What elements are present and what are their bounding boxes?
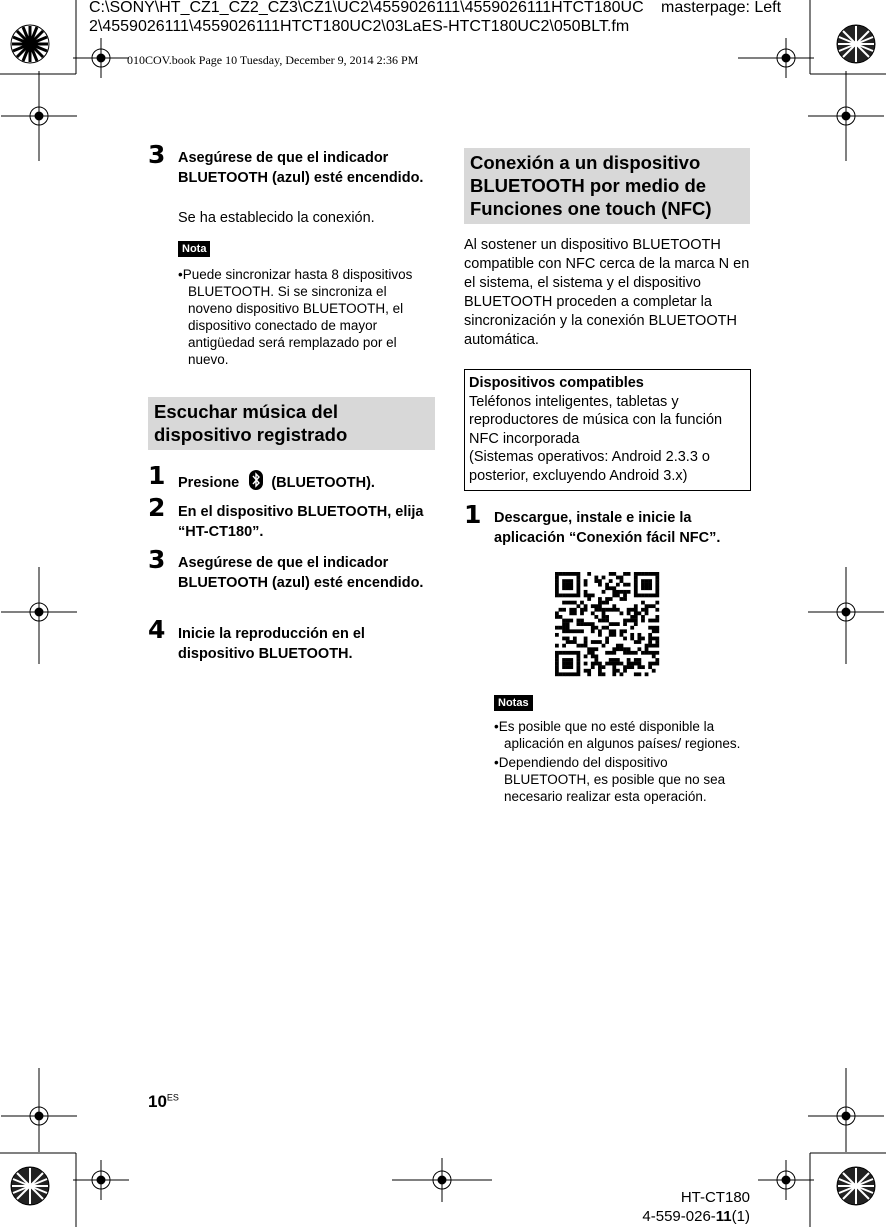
book-info-line: 010COV.book Page 10 Tuesday, December 9, 2014 2:36 PM [127,53,419,67]
step-result: Se ha establecido la conexión. [178,210,375,226]
nota-item: •Es posible que no esté disponible la aplicación en algunos países/ regiones. [494,719,741,751]
step-number: 3 [148,545,166,574]
nota-item: •Puede sincronizar hasta 8 dispositivos BLUETOOTH. Si se sincroniza el noveno dispositivo BLUETOOTH, el dispositivo conectado de mayor antigüedad será remplazado por el nuevo. [178,267,413,367]
model-name: HT-CT180 [680,1189,750,1206]
file-path-line1: C:\SONY\HT_CZ1_CZ2_CZ3\CZ1\UC2\4559026111\4559026111HTCT180UC [89,0,644,16]
step-number: 2 [148,493,166,522]
masterpage-label: masterpage: Left [661,0,782,16]
page-number: $10^{ES}$ [148,1092,179,1111]
notas-list [494,718,750,807]
section-title: Conexión a un dispositivo BLUETOOTH por medio de Funciones one touch (NFC) [464,148,750,224]
compat-os: (Sistemas operativos: Android 2.3.3 o posterior, excluyendo Android 3.x) [469,449,710,484]
step-text: Asegúrese de que el indicador BLUETOOTH (azul) esté encendido. [178,150,424,186]
step-number: 3 [148,140,166,169]
step-text: En el dispositivo BLUETOOTH, elija “HT-CT180”. [178,504,424,540]
registration-crosshairs [1,38,884,1202]
compat-title: Dispositivos compatibles [469,375,644,391]
step-text: Inicie la reproducción en el dispositivo BLUETOOTH. [178,626,365,662]
step-text: Descargue, instale e inicie la aplicación “Conexión fácil NFC”. [494,510,721,546]
step-text: Asegúrese de que el indicador BLUETOOTH (azul) esté encendido. [178,555,424,591]
step-number: 4 [148,615,166,644]
file-path-line2: 2\4559026111\4559026111HTCT180UC2\03LaES-HTCT180UC2\050BLT.fm [89,18,630,35]
qr-code-image [555,572,659,676]
intro-paragraph: Al sostener un dispositivo BLUETOOTH compatible con NFC cerca de la marca N en el sistema, el sistema y el dispositivo BLUETOOTH proceden a completar la sincronización y la conexión BLUETOOTH automática. [464,237,750,348]
section-title: Escuchar música del dispositivo registrado [148,397,435,450]
step-number: 1 [464,500,482,529]
part-code: 4-559-026-11(1) [642,1208,750,1225]
compatible-devices-box [464,369,751,491]
nota-list [178,266,434,370]
nota-label: Nota [178,241,210,257]
compat-text: Teléfonos inteligentes, tabletas y reproductores de música con la función NFC incorporada [469,393,723,447]
bluetooth-icon [249,470,263,496]
nota-item: •Dependiendo del dispositivo BLUETOOTH, es posible que no sea necesario realizar esta operación. [494,755,726,804]
step-number: 1 [148,461,166,490]
step-text: Presione (BLUETOOTH). [178,470,436,496]
model-info [600,1188,750,1226]
notas-label: Notas [494,695,533,711]
